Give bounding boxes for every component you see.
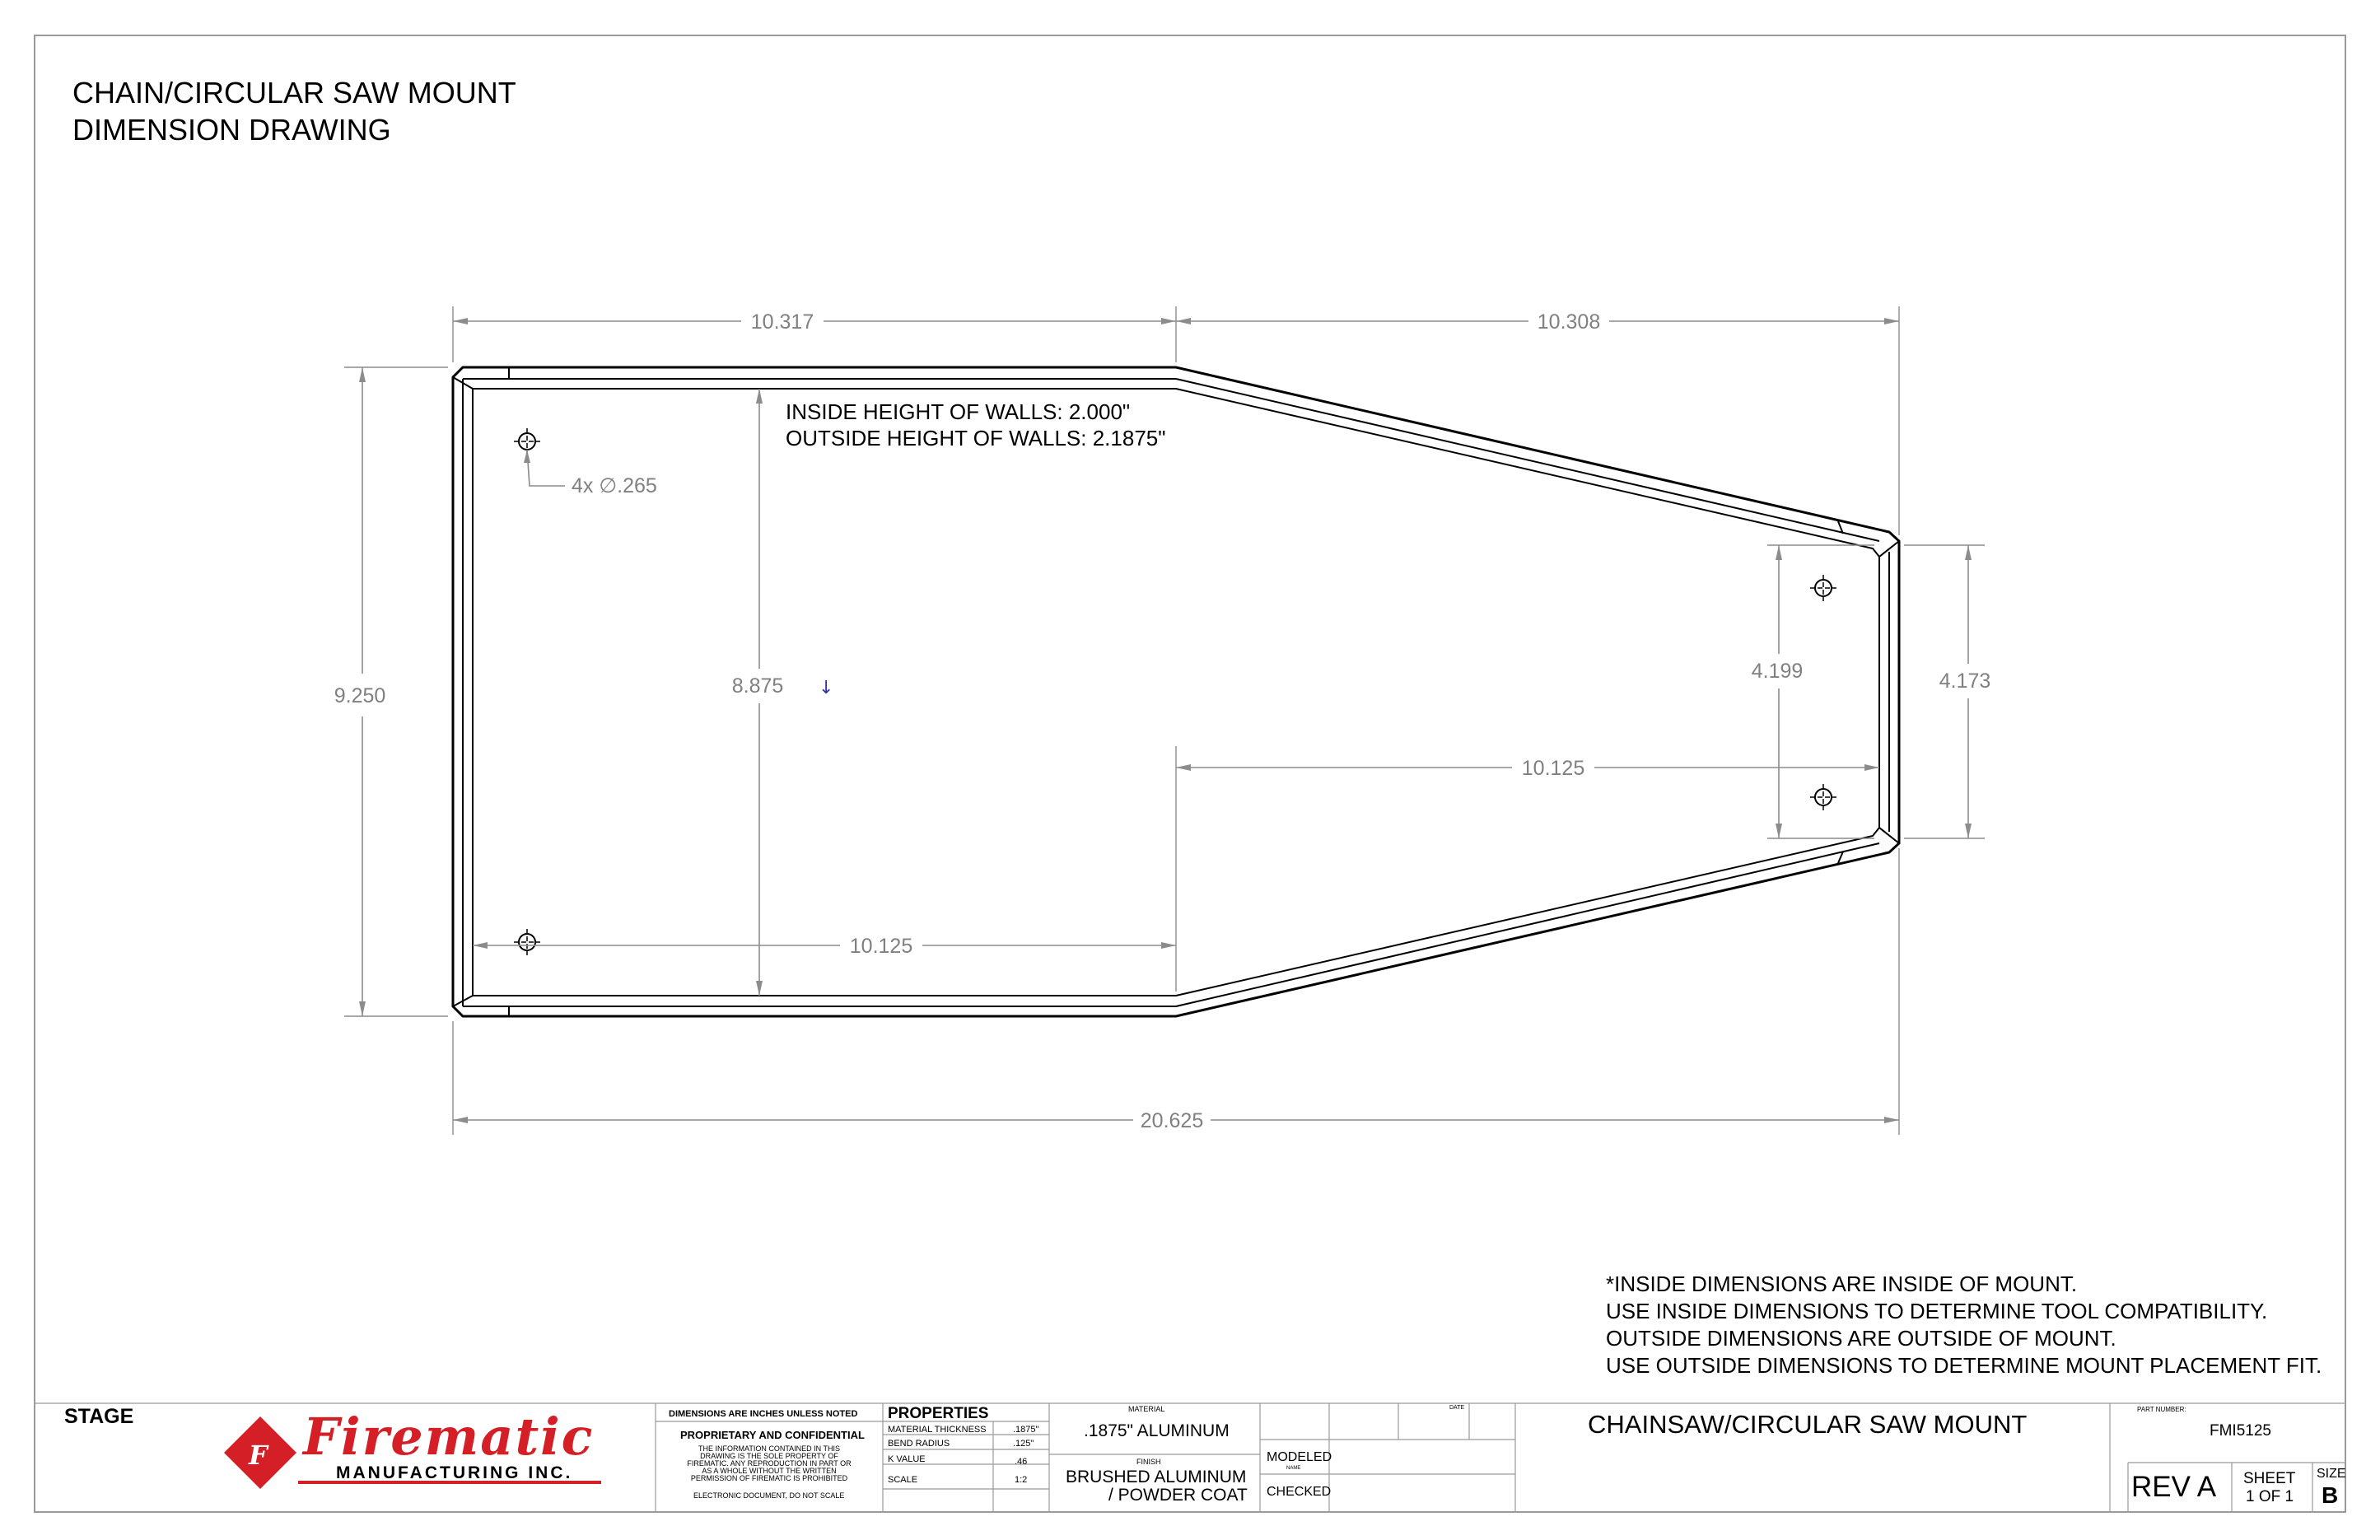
property-value: 1:2 [1015,1475,1028,1485]
note-line: USE INSIDE DIMENSIONS TO DETERMINE TOOL COMPATIBILITY. [1606,1299,2268,1323]
dim-overall-height: 9.250 [334,684,386,707]
proprietary-heading: PROPRIETARY AND CONFIDENTIAL [680,1429,865,1441]
date-label: DATE [1449,1405,1465,1411]
proprietary-line: DRAWING IS THE SOLE PROPERTY OF [700,1452,838,1460]
proprietary-line: AS A WHOLE WITHOUT THE WRITTEN [702,1467,837,1475]
size-value: B [2322,1482,2339,1508]
part-number-label: PART NUMBER: [2137,1406,2186,1413]
part-title: CHAINSAW/CIRCULAR SAW MOUNT [1588,1410,2028,1439]
dim-top-left: 10.317 [750,310,814,334]
hole-top-right [1810,575,1836,601]
modeled-label: MODELED [1267,1450,1332,1464]
stage-label: STAGE [64,1405,134,1428]
property-value: .125" [1013,1439,1034,1449]
drawing-title-line1: CHAIN/CIRCULAR SAW MOUNT [72,76,516,110]
property-value: .46 [1015,1457,1028,1467]
dim-end-outside: 4.173 [1939,670,1991,693]
dim-inside-height: 8.875 [731,674,784,698]
checked-label: CHECKED [1267,1485,1332,1499]
finish-value-line2: / POWDER COAT [1108,1486,1248,1505]
hole-callout: 4x ∅.265 [572,474,657,497]
dim-top-right: 10.308 [1537,310,1601,334]
svg-text:F: F [249,1440,268,1471]
property-label: MATERIAL THICKNESS [888,1425,987,1435]
proprietary-line: THE INFORMATION CONTAINED IN THIS [698,1444,841,1453]
svg-text:↓: ↓ [819,678,834,698]
dim-end-inside: 4.199 [1751,660,1804,683]
drawing-title-line2: DIMENSION DRAWING [72,113,391,147]
dim-overall-width: 20.625 [1140,1109,1204,1132]
sheet-value: 1 OF 1 [2246,1488,2294,1505]
property-label: K VALUE [888,1454,926,1464]
outside-wall-height: OUTSIDE HEIGHT OF WALLS: 2.1875" [786,426,1166,450]
dim-taper-inside: 10.125 [1521,757,1585,780]
hole-bottom-right [1810,784,1836,810]
finish-label: FINISH [1136,1458,1161,1466]
sheet-label: SHEET [2243,1470,2296,1487]
proprietary-line: FIREMATIC. ANY REPRODUCTION IN PART OR [687,1459,852,1468]
revision: REV A [2131,1471,2217,1503]
property-label: BEND RADIUS [888,1439,950,1449]
mount-holes [514,428,1836,955]
name-label: NAME [1286,1466,1301,1471]
size-label: SIZE [2317,1467,2346,1481]
part-number: FMI5125 [2210,1422,2271,1440]
dim-bottom-inside: 10.125 [849,935,913,958]
finish-value-line1: BRUSHED ALUMINUM [1066,1468,1247,1486]
note-line: OUTSIDE DIMENSIONS ARE OUTSIDE OF MOUNT. [1606,1326,2116,1351]
inside-wall-height: INSIDE HEIGHT OF WALLS: 2.000" [786,399,1131,424]
property-value: .1875" [1013,1425,1039,1435]
material-label: MATERIAL [1128,1405,1165,1413]
note-line: USE OUTSIDE DIMENSIONS TO DETERMINE MOUNT PLACEMENT FIT. [1606,1353,2322,1378]
note-line: *INSIDE DIMENSIONS ARE INSIDE OF MOUNT. [1606,1272,2078,1296]
logo-subtitle: MANUFACTURING INC. [336,1463,573,1482]
electronic-note: ELECTRONIC DOCUMENT, DO NOT SCALE [693,1491,845,1500]
properties-heading: PROPERTIES [888,1405,989,1422]
material-value: .1875" ALUMINUM [1084,1421,1230,1440]
hole-bottom-left [514,929,540,955]
units-note: DIMENSIONS ARE INCHES UNLESS NOTED [669,1409,858,1419]
logo-name: Firematic [303,1407,595,1467]
proprietary-line: PERMISSION OF FIREMATIC IS PROHIBITED [690,1474,848,1482]
property-label: SCALE [888,1475,918,1485]
